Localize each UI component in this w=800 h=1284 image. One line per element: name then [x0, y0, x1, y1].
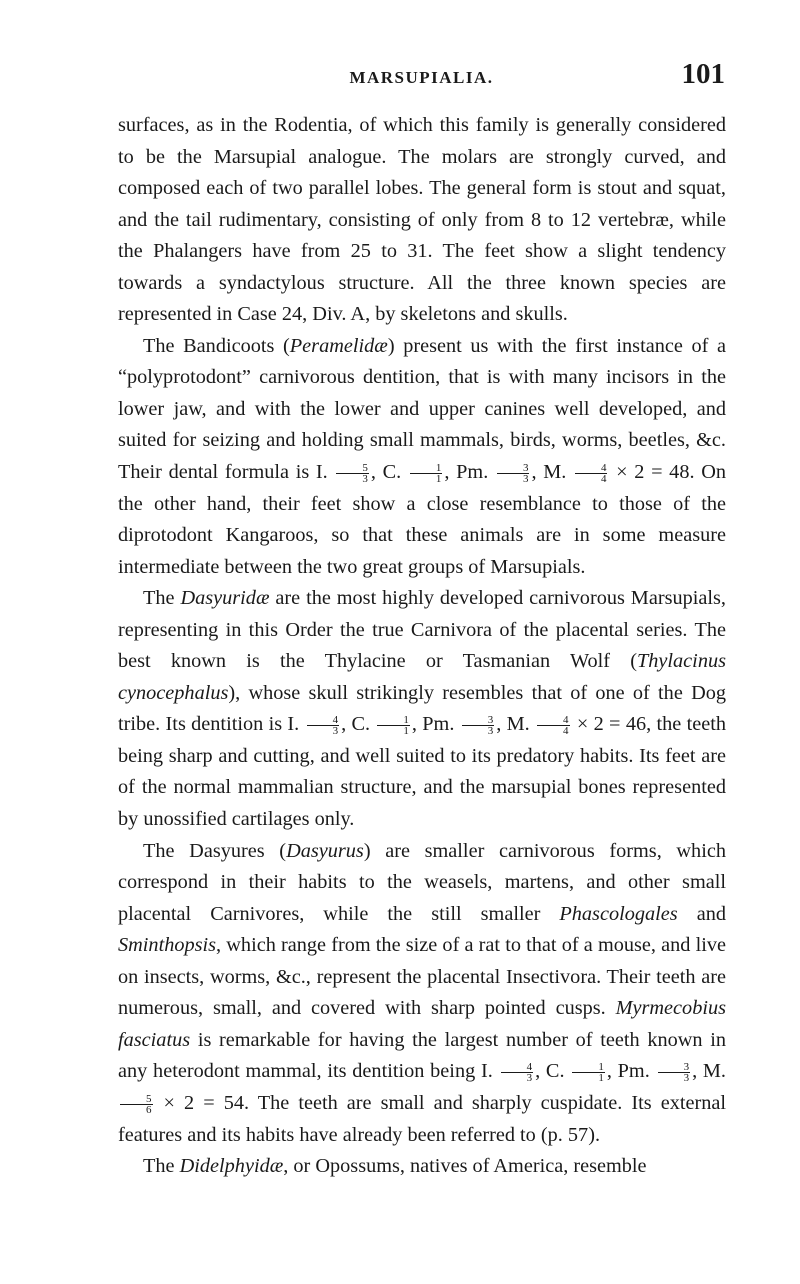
fraction — [658, 1062, 691, 1083]
text-run: The Bandicoots ( — [143, 334, 290, 357]
italic-text: Peramelidæ — [289, 334, 388, 357]
paragraph-3 — [118, 583, 726, 835]
text-run: surfaces, as in the Rodentia, of which this family is generally considered to be the Marsupial analogue. The molars are strongly curved, and composed each of two parallel lobes. The general form is stout and squat, and the tail rudimentary, consisting of only from 8 to 12 vertebræ, while the Phalangers have from 25 to 31. The feet show a slight tendency towards a syndactylous structure. All the three known species are represented in Case 24, Div. A, by skeletons and skulls. — [118, 114, 726, 326]
text-run: , Pm. — [444, 461, 495, 484]
text-run: , or Opossums, natives of America, resemble — [283, 1155, 647, 1178]
fraction — [501, 1062, 534, 1083]
fraction-numerator: 4 — [501, 1062, 534, 1073]
fraction-denominator: 3 — [362, 472, 368, 485]
text-run: ) are smaller carnivorous forms, which correspond in their habits to the weasels, martens, and other small placental Carnivores, while the still smaller — [118, 839, 726, 925]
text-run: and — [677, 902, 726, 925]
text-run: , C. — [341, 713, 376, 736]
text-run: , M. — [692, 1060, 727, 1083]
italic-text: Didelphyidæ — [179, 1155, 284, 1178]
page-number: 101 — [681, 58, 725, 90]
running-head: MARSUPIALIA. — [349, 68, 494, 87]
paragraph-2 — [118, 331, 726, 583]
fraction — [575, 463, 608, 484]
fraction-denominator: 3 — [522, 472, 529, 485]
text-run: The Dasyures ( — [143, 839, 287, 862]
fraction — [462, 715, 495, 736]
text-run: , C. — [370, 461, 408, 484]
fraction-denominator: 1 — [403, 725, 409, 738]
text-run: ), whose skull strikingly resembles that of one of the Dog tribe. Its dentition is I. — [118, 681, 726, 736]
text-run: , Pm. — [606, 1060, 656, 1083]
fraction-denominator: 3 — [332, 725, 339, 738]
italic-text: Sminthopsis — [118, 934, 217, 957]
fraction-denominator: 1 — [598, 1072, 604, 1085]
fraction — [537, 715, 570, 736]
fraction-numerator: 5 — [336, 463, 369, 474]
fraction — [410, 463, 443, 484]
fraction-denominator: 1 — [435, 472, 442, 485]
text-run: , M. — [531, 461, 573, 484]
paragraph-4 — [118, 836, 726, 1151]
page-header — [118, 58, 725, 98]
italic-text: Dasyurus — [286, 839, 364, 862]
text-run: The — [143, 587, 181, 610]
fraction-numerator: 5 — [120, 1094, 153, 1105]
text-run: , Pm. — [411, 713, 460, 736]
fraction-numerator: 1 — [572, 1062, 605, 1073]
italic-text: Myrmecobius fasciatus — [118, 997, 726, 1051]
fraction-denominator: 4 — [563, 725, 569, 738]
text-run: ) present us with the first instance of a “polyprotodont” carnivorous dentition, that is with many incisors in the lower jaw, and with the lower and upper canines well developed, and suited for seizing and holding small mammals, birds, worms, beetles, &c. Their dental formula is I. — [118, 334, 727, 484]
fraction — [336, 463, 369, 484]
fraction-denominator: 3 — [487, 725, 494, 738]
fraction-denominator: 3 — [526, 1072, 533, 1085]
fraction — [377, 715, 410, 736]
fraction-numerator: 3 — [497, 463, 530, 474]
text-run: × 2 = 46, the teeth being sharp and cutting, and well suited to its predatory habits. Its feet are of the normal mammalian structure, and the marsupial bones represented by unossified cartilages only. — [118, 713, 726, 831]
text-run: × 2 = 54. The teeth are small and sharply cuspidate. Its external features and its habits have already been referred to (p. 57). — [118, 1091, 726, 1146]
text-run: , C. — [535, 1060, 571, 1083]
fraction-denominator: 6 — [146, 1103, 152, 1116]
fraction-numerator: 4 — [537, 715, 570, 726]
text-run: , which range from the size of a rat to that of a mouse, and live on insects, worms, &c., represent the placental Insectivora. Their teeth are numerous, small, and covered with sharp pointed cusps. — [118, 934, 726, 1020]
italic-text: Thylacinus cynocephalus — [118, 650, 726, 704]
fraction-numerator: 1 — [377, 715, 410, 726]
fraction — [497, 463, 530, 484]
text-run: is remarkable for having the largest number of teeth known in any heterodont mammal, its dentition being I. — [118, 1028, 726, 1083]
fraction — [120, 1094, 153, 1115]
fraction-numerator: 1 — [410, 463, 443, 474]
paragraph-1 — [118, 110, 726, 331]
fraction-denominator: 4 — [600, 472, 607, 485]
text-run: × 2 = 48. On the other hand, their feet show a close resemblance to those of the diprotodont Kangaroos, so that these animals are in some measure intermediate between the two great groups of Marsupials. — [118, 461, 726, 578]
fraction-denominator: 3 — [683, 1072, 690, 1085]
fraction-numerator: 4 — [307, 715, 340, 726]
text-run: The — [143, 1155, 180, 1178]
fraction-numerator: 3 — [462, 715, 495, 726]
italic-text: Phascologales — [559, 902, 678, 925]
text-run: are the most highly developed carnivorous Marsupials, representing in this Order the true Carnivora of the placental series. The best known is the Thylacine or Tasmanian Wolf ( — [118, 587, 726, 673]
paragraph-5 — [118, 1151, 726, 1183]
text-run: , M. — [496, 713, 536, 736]
fraction — [572, 1062, 605, 1083]
fraction-numerator: 4 — [575, 463, 608, 474]
fraction — [307, 715, 340, 736]
fraction-numerator: 3 — [658, 1062, 691, 1073]
italic-text: Dasyuridæ — [180, 587, 270, 610]
body-text — [118, 110, 726, 1183]
